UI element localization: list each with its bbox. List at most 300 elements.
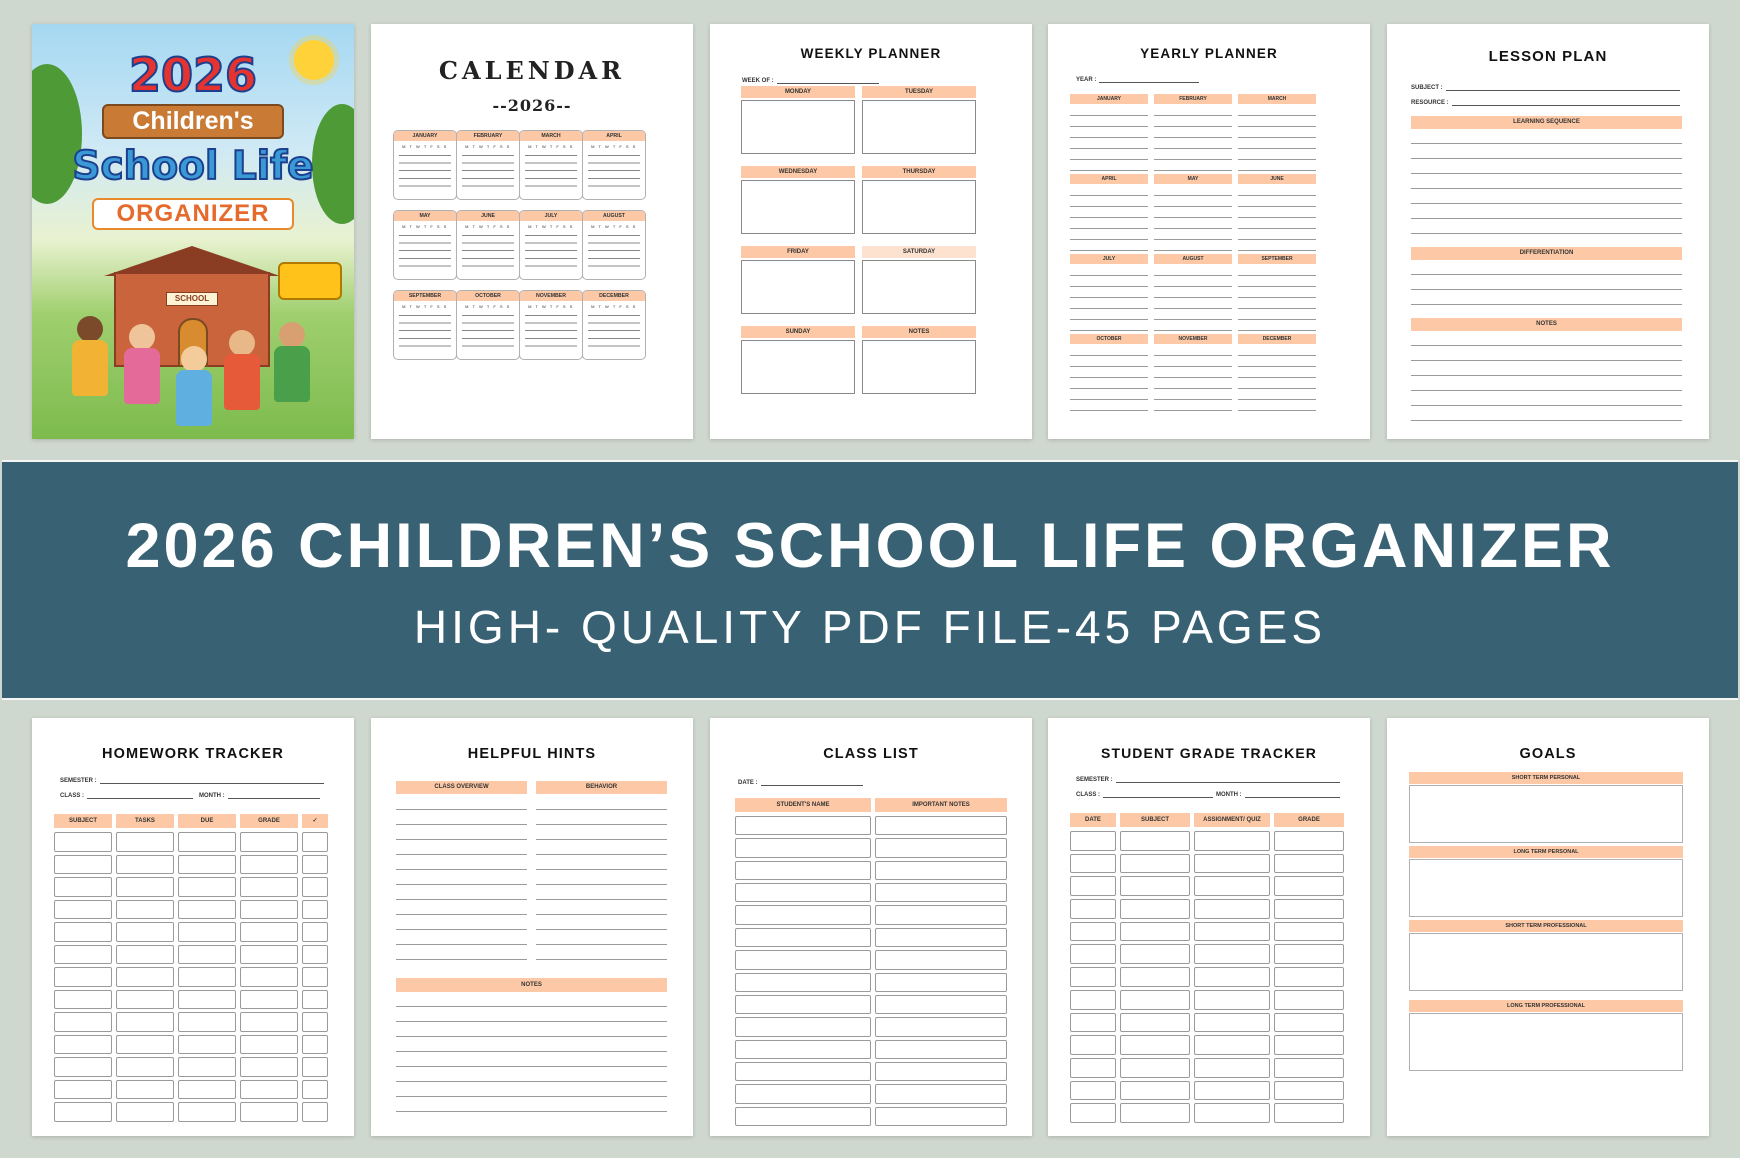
month-lines: [1070, 345, 1148, 411]
table-cell[interactable]: [1274, 876, 1344, 896]
table-cell[interactable]: [735, 950, 871, 969]
table-cell[interactable]: [875, 861, 1007, 880]
table-cell[interactable]: [302, 945, 328, 965]
table-cell[interactable]: [875, 1084, 1007, 1103]
table-cell[interactable]: [54, 832, 112, 852]
table-cell[interactable]: [1070, 990, 1116, 1010]
table-cell[interactable]: [1070, 899, 1116, 919]
day-box: [862, 180, 976, 234]
table-cell[interactable]: [1120, 854, 1190, 874]
table-cell[interactable]: [178, 1035, 236, 1055]
table-cell[interactable]: [1274, 990, 1344, 1010]
table-cell[interactable]: [302, 1057, 328, 1077]
date-grid: [462, 151, 514, 189]
weekday-header: M T W T F S S: [402, 304, 448, 309]
table-cell[interactable]: [1274, 831, 1344, 851]
table-cell[interactable]: [54, 990, 112, 1010]
day-box: [862, 100, 976, 154]
table-cell[interactable]: [54, 1080, 112, 1100]
month-name: JANUARY: [394, 131, 456, 141]
column-header: DUE: [178, 814, 236, 828]
column-header: ✓: [302, 814, 328, 828]
cover-year: 2026: [128, 48, 258, 102]
calendar-year: --2026--: [492, 96, 572, 115]
table-cell[interactable]: [1274, 922, 1344, 942]
table-cell[interactable]: [1070, 876, 1116, 896]
table-cell[interactable]: [54, 855, 112, 875]
semester-field: SEMESTER :: [1076, 776, 1340, 783]
column-header: ASSIGNMENT/ QUIZ: [1194, 813, 1270, 827]
table-cell[interactable]: [1120, 1103, 1190, 1123]
table-header: [54, 814, 328, 828]
table-cell[interactable]: [1070, 831, 1116, 851]
table-cell[interactable]: [54, 1035, 112, 1055]
table-cell[interactable]: [1274, 1058, 1344, 1078]
calendar-month: [519, 210, 583, 280]
table-cell[interactable]: [1120, 967, 1190, 987]
table-cell[interactable]: [1194, 1035, 1270, 1055]
month-name: DECEMBER: [583, 291, 645, 301]
calendar-month: [393, 210, 457, 280]
homework-tracker-page: [32, 718, 354, 1136]
table-cell[interactable]: [1120, 899, 1190, 919]
table-cell[interactable]: [116, 877, 174, 897]
table-cell[interactable]: [1070, 854, 1116, 874]
notes-header: NOTES: [1411, 318, 1682, 331]
month-field: MONTH :: [1216, 791, 1340, 798]
table-cell[interactable]: [875, 1017, 1007, 1036]
table-cell[interactable]: [1120, 990, 1190, 1010]
weekday-header: M T W T F S S: [528, 144, 574, 149]
class-list-page: [710, 718, 1032, 1136]
table-cell[interactable]: [735, 883, 871, 902]
day-box: [741, 180, 855, 234]
behavior-header: BEHAVIOR: [536, 781, 667, 794]
month-header: NOVEMBER: [1154, 334, 1232, 344]
month-lines: [1154, 265, 1232, 331]
table-cell[interactable]: [116, 1102, 174, 1122]
table-cell[interactable]: [240, 1102, 298, 1122]
table-cell[interactable]: [116, 922, 174, 942]
child-figure: [272, 322, 312, 428]
table-cell[interactable]: [875, 995, 1007, 1014]
table-cell[interactable]: [1274, 944, 1344, 964]
table-cell[interactable]: [1194, 990, 1270, 1010]
table-cell[interactable]: [1120, 944, 1190, 964]
weekday-header: M T W T F S S: [591, 144, 637, 149]
differentiation-lines: [1411, 260, 1682, 318]
month-name: FEBRUARY: [457, 131, 519, 141]
table-cell[interactable]: [735, 928, 871, 947]
table-cell[interactable]: [1194, 1081, 1270, 1101]
weekday-header: M T W T F S S: [591, 224, 637, 229]
table-cell[interactable]: [1274, 899, 1344, 919]
table-cell[interactable]: [116, 855, 174, 875]
table-cell[interactable]: [735, 816, 871, 835]
school-bus-icon: [278, 262, 342, 300]
table-cell[interactable]: [1194, 854, 1270, 874]
column-header: GRADE: [240, 814, 298, 828]
yearly-planner-page: [1048, 24, 1370, 439]
table-cell[interactable]: [735, 1107, 871, 1126]
table-cell[interactable]: [735, 838, 871, 857]
table-cell[interactable]: [1070, 1058, 1116, 1078]
table-cell[interactable]: [302, 1102, 328, 1122]
month-field: MONTH :: [199, 792, 320, 799]
table-cell[interactable]: [240, 832, 298, 852]
calendar-month: [393, 130, 457, 200]
table-cell[interactable]: [178, 832, 236, 852]
class-overview-lines: [396, 795, 527, 960]
child-figure: [122, 324, 162, 428]
month-header: FEBRUARY: [1154, 94, 1232, 104]
date-field: DATE :: [738, 779, 863, 786]
month-header: JANUARY: [1070, 94, 1148, 104]
weekday-header: M T W T F S S: [402, 224, 448, 229]
day-box: [741, 100, 855, 154]
resource-field: RESOURCE :: [1411, 99, 1680, 106]
goal-header: SHORT TERM PERSONAL: [1409, 772, 1683, 784]
column-header: DATE: [1070, 813, 1116, 827]
table-cell[interactable]: [735, 1084, 871, 1103]
goal-header: LONG TERM PROFESSIONAL: [1409, 1000, 1683, 1012]
goals-page: [1387, 718, 1709, 1136]
table-cell[interactable]: [302, 1080, 328, 1100]
table-cell[interactable]: [302, 1035, 328, 1055]
page-title: WEEKLY PLANNER: [800, 46, 942, 61]
month-header: SEPTEMBER: [1238, 254, 1316, 264]
table-cell[interactable]: [1120, 1035, 1190, 1055]
day-header: FRIDAY: [741, 246, 855, 258]
year-field: YEAR :: [1076, 76, 1199, 83]
table-cell[interactable]: [54, 1102, 112, 1122]
page-title: HELPFUL HINTS: [467, 746, 597, 762]
notes-lines: [396, 992, 667, 1124]
table-cell[interactable]: [240, 945, 298, 965]
banner-subline: HIGH- QUALITY PDF FILE-45 PAGES: [413, 601, 1327, 653]
column-header: IMPORTANT NOTES: [875, 798, 1007, 812]
grade-tracker-page: [1048, 718, 1370, 1136]
month-name: JUNE: [457, 211, 519, 221]
table-cell[interactable]: [1274, 1035, 1344, 1055]
child-figure: [174, 346, 214, 428]
table-cell[interactable]: [875, 973, 1007, 992]
table-cell[interactable]: [875, 883, 1007, 902]
table-cell[interactable]: [240, 1035, 298, 1055]
month-lines: [1154, 345, 1232, 411]
child-figure: [70, 316, 110, 428]
page-title: CLASS LIST: [823, 746, 919, 762]
table-cell[interactable]: [178, 967, 236, 987]
month-lines: [1238, 105, 1316, 171]
class-field: CLASS :: [60, 792, 193, 799]
table-cell[interactable]: [1070, 1081, 1116, 1101]
table-cell[interactable]: [178, 990, 236, 1010]
column-header: SUBJECT: [54, 814, 112, 828]
month-lines: [1070, 105, 1148, 171]
column-header: GRADE: [1274, 813, 1344, 827]
table-cell[interactable]: [240, 900, 298, 920]
column-header: STUDENT'S NAME: [735, 798, 871, 812]
table-cell[interactable]: [302, 922, 328, 942]
calendar-month: [582, 210, 646, 280]
semester-field: SEMESTER :: [60, 777, 324, 784]
table-cell[interactable]: [240, 877, 298, 897]
table-cell[interactable]: [1274, 967, 1344, 987]
day-header: WEDNESDAY: [741, 166, 855, 178]
day-box: [862, 340, 976, 394]
table-cell[interactable]: [178, 855, 236, 875]
table-cell[interactable]: [178, 1080, 236, 1100]
table-cell[interactable]: [875, 928, 1007, 947]
table-cell[interactable]: [178, 945, 236, 965]
table-cell[interactable]: [1120, 922, 1190, 942]
table-cell[interactable]: [54, 967, 112, 987]
cover-line3: ORGANIZER: [92, 198, 294, 230]
month-name: SEPTEMBER: [394, 291, 456, 301]
date-grid: [462, 311, 514, 349]
month-header: DECEMBER: [1238, 334, 1316, 344]
table-cell[interactable]: [1120, 1058, 1190, 1078]
month-lines: [1238, 185, 1316, 251]
page-title: HOMEWORK TRACKER: [102, 746, 284, 762]
learning-sequence-lines: [1411, 129, 1682, 247]
cover-line2: School Life: [72, 144, 314, 189]
weekday-header: M T W T F S S: [528, 304, 574, 309]
grade-table: [1070, 831, 1344, 1123]
date-grid: [399, 231, 451, 269]
table-cell[interactable]: [875, 1040, 1007, 1059]
banner-headline: 2026 CHILDREN’S SCHOOL LIFE ORGANIZER: [125, 511, 1615, 581]
table-cell[interactable]: [875, 1062, 1007, 1081]
table-cell[interactable]: [735, 905, 871, 924]
date-grid: [588, 151, 640, 189]
table-cell[interactable]: [1274, 1081, 1344, 1101]
table-cell[interactable]: [1194, 876, 1270, 896]
table-cell[interactable]: [240, 990, 298, 1010]
table-cell[interactable]: [735, 973, 871, 992]
day-header: SATURDAY: [862, 246, 976, 258]
date-grid: [399, 311, 451, 349]
table-cell[interactable]: [1274, 1013, 1344, 1033]
date-grid: [588, 311, 640, 349]
table-cell[interactable]: [1070, 922, 1116, 942]
week-of-field: WEEK OF :: [742, 77, 879, 84]
month-lines: [1154, 105, 1232, 171]
table-cell[interactable]: [735, 1040, 871, 1059]
day-header: TUESDAY: [862, 86, 976, 98]
differentiation-header: DIFFERENTIATION: [1411, 247, 1682, 260]
class-field: CLASS :: [1076, 791, 1213, 798]
table-cell[interactable]: [302, 900, 328, 920]
table-cell[interactable]: [875, 1107, 1007, 1126]
calendar-month: [393, 290, 457, 360]
table-cell[interactable]: [54, 877, 112, 897]
table-cell[interactable]: [302, 967, 328, 987]
goal-header: SHORT TERM PROFESSIONAL: [1409, 920, 1683, 932]
table-cell[interactable]: [54, 1057, 112, 1077]
table-cell[interactable]: [54, 900, 112, 920]
table-cell[interactable]: [875, 816, 1007, 835]
month-lines: [1154, 185, 1232, 251]
table-cell[interactable]: [178, 922, 236, 942]
goal-box[interactable]: [1409, 1013, 1683, 1071]
table-cell[interactable]: [240, 1057, 298, 1077]
table-cell[interactable]: [54, 1012, 112, 1032]
table-cell[interactable]: [116, 1035, 174, 1055]
table-cell[interactable]: [240, 1080, 298, 1100]
learning-sequence-header: LEARNING SEQUENCE: [1411, 116, 1682, 129]
table-cell[interactable]: [116, 945, 174, 965]
table-cell[interactable]: [116, 900, 174, 920]
calendar-month: [456, 130, 520, 200]
day-header: THURSDAY: [862, 166, 976, 178]
month-lines: [1070, 265, 1148, 331]
behavior-lines: [536, 795, 667, 960]
day-box: [862, 260, 976, 314]
subject-field: SUBJECT :: [1411, 84, 1680, 91]
day-box: [741, 340, 855, 394]
cover-line1: Children's: [102, 104, 284, 139]
month-header: JULY: [1070, 254, 1148, 264]
day-header: NOTES: [862, 326, 976, 338]
notes-header: NOTES: [396, 978, 667, 992]
table-cell[interactable]: [178, 877, 236, 897]
month-name: JULY: [520, 211, 582, 221]
month-lines: [1238, 345, 1316, 411]
table-cell[interactable]: [178, 900, 236, 920]
table-cell[interactable]: [178, 1102, 236, 1122]
month-name: APRIL: [583, 131, 645, 141]
table-cell[interactable]: [54, 922, 112, 942]
month-header: MAY: [1154, 174, 1232, 184]
month-header: APRIL: [1070, 174, 1148, 184]
column-header: TASKS: [116, 814, 174, 828]
weekday-header: M T W T F S S: [528, 224, 574, 229]
calendar-month: [456, 290, 520, 360]
column-header: SUBJECT: [1120, 813, 1190, 827]
table-cell[interactable]: [1120, 831, 1190, 851]
weekday-header: M T W T F S S: [402, 144, 448, 149]
day-box: [741, 260, 855, 314]
table-cell[interactable]: [116, 1057, 174, 1077]
table-cell[interactable]: [1070, 944, 1116, 964]
table-cell[interactable]: [116, 990, 174, 1010]
table-header: [735, 798, 1007, 812]
table-cell[interactable]: [735, 1017, 871, 1036]
table-cell[interactable]: [178, 1057, 236, 1077]
page-title: STUDENT GRADE TRACKER: [1101, 745, 1317, 761]
table-header: [1070, 813, 1344, 827]
weekly-planner-page: [710, 24, 1032, 439]
class-overview-header: CLASS OVERVIEW: [396, 781, 527, 794]
table-cell[interactable]: [302, 832, 328, 852]
table-cell[interactable]: [735, 861, 871, 880]
month-lines: [1238, 265, 1316, 331]
table-cell[interactable]: [302, 877, 328, 897]
goal-header: LONG TERM PERSONAL: [1409, 846, 1683, 858]
day-header: MONDAY: [741, 86, 855, 98]
table-cell[interactable]: [116, 967, 174, 987]
table-cell[interactable]: [116, 832, 174, 852]
table-cell[interactable]: [1194, 831, 1270, 851]
table-cell[interactable]: [1274, 854, 1344, 874]
month-name: AUGUST: [583, 211, 645, 221]
table-cell[interactable]: [116, 1012, 174, 1032]
table-cell[interactable]: [1274, 1103, 1344, 1123]
table-cell[interactable]: [1070, 1103, 1116, 1123]
table-cell[interactable]: [240, 967, 298, 987]
table-cell[interactable]: [240, 1012, 298, 1032]
table-cell[interactable]: [178, 1012, 236, 1032]
weekday-header: M T W T F S S: [465, 144, 511, 149]
table-cell[interactable]: [1120, 1013, 1190, 1033]
table-cell[interactable]: [1120, 1081, 1190, 1101]
date-grid: [399, 151, 451, 189]
month-lines: [1070, 185, 1148, 251]
calendar-month: [456, 210, 520, 280]
table-cell[interactable]: [1194, 922, 1270, 942]
calendar-page: [371, 24, 693, 439]
lesson-plan-page: [1387, 24, 1709, 439]
table-cell[interactable]: [302, 1012, 328, 1032]
table-cell[interactable]: [302, 990, 328, 1010]
table-cell[interactable]: [1070, 1035, 1116, 1055]
date-grid: [525, 231, 577, 269]
goal-box[interactable]: [1409, 785, 1683, 843]
table-cell[interactable]: [240, 922, 298, 942]
date-grid: [588, 231, 640, 269]
month-header: MARCH: [1238, 94, 1316, 104]
table-cell[interactable]: [1070, 1013, 1116, 1033]
calendar-month: [582, 290, 646, 360]
class-list-table: [735, 816, 1007, 1126]
table-cell[interactable]: [54, 945, 112, 965]
helpful-hints-page: [371, 718, 693, 1136]
calendar-month: [582, 130, 646, 200]
goal-box[interactable]: [1409, 859, 1683, 917]
weekday-header: M T W T F S S: [465, 224, 511, 229]
table-cell[interactable]: [1194, 1058, 1270, 1078]
table-cell[interactable]: [1194, 967, 1270, 987]
table-cell[interactable]: [240, 855, 298, 875]
month-header: JUNE: [1238, 174, 1316, 184]
table-cell[interactable]: [735, 1062, 871, 1081]
date-grid: [525, 151, 577, 189]
table-cell[interactable]: [1120, 876, 1190, 896]
page-title: LESSON PLAN: [1488, 48, 1608, 65]
table-cell[interactable]: [116, 1080, 174, 1100]
month-name: MAY: [394, 211, 456, 221]
page-title: GOALS: [1519, 746, 1577, 762]
goal-box[interactable]: [1409, 933, 1683, 991]
table-cell[interactable]: [1194, 944, 1270, 964]
page-title: YEARLY PLANNER: [1140, 46, 1278, 61]
table-cell[interactable]: [1194, 1103, 1270, 1123]
table-cell[interactable]: [875, 950, 1007, 969]
table-cell[interactable]: [875, 905, 1007, 924]
table-cell[interactable]: [735, 995, 871, 1014]
homework-table: [54, 832, 328, 1122]
table-cell[interactable]: [1194, 899, 1270, 919]
month-name: OCTOBER: [457, 291, 519, 301]
school-sign: SCHOOL: [166, 292, 218, 306]
child-figure: [222, 330, 262, 428]
table-cell[interactable]: [302, 855, 328, 875]
table-cell[interactable]: [1070, 967, 1116, 987]
table-cell[interactable]: [1194, 1013, 1270, 1033]
table-cell[interactable]: [875, 838, 1007, 857]
